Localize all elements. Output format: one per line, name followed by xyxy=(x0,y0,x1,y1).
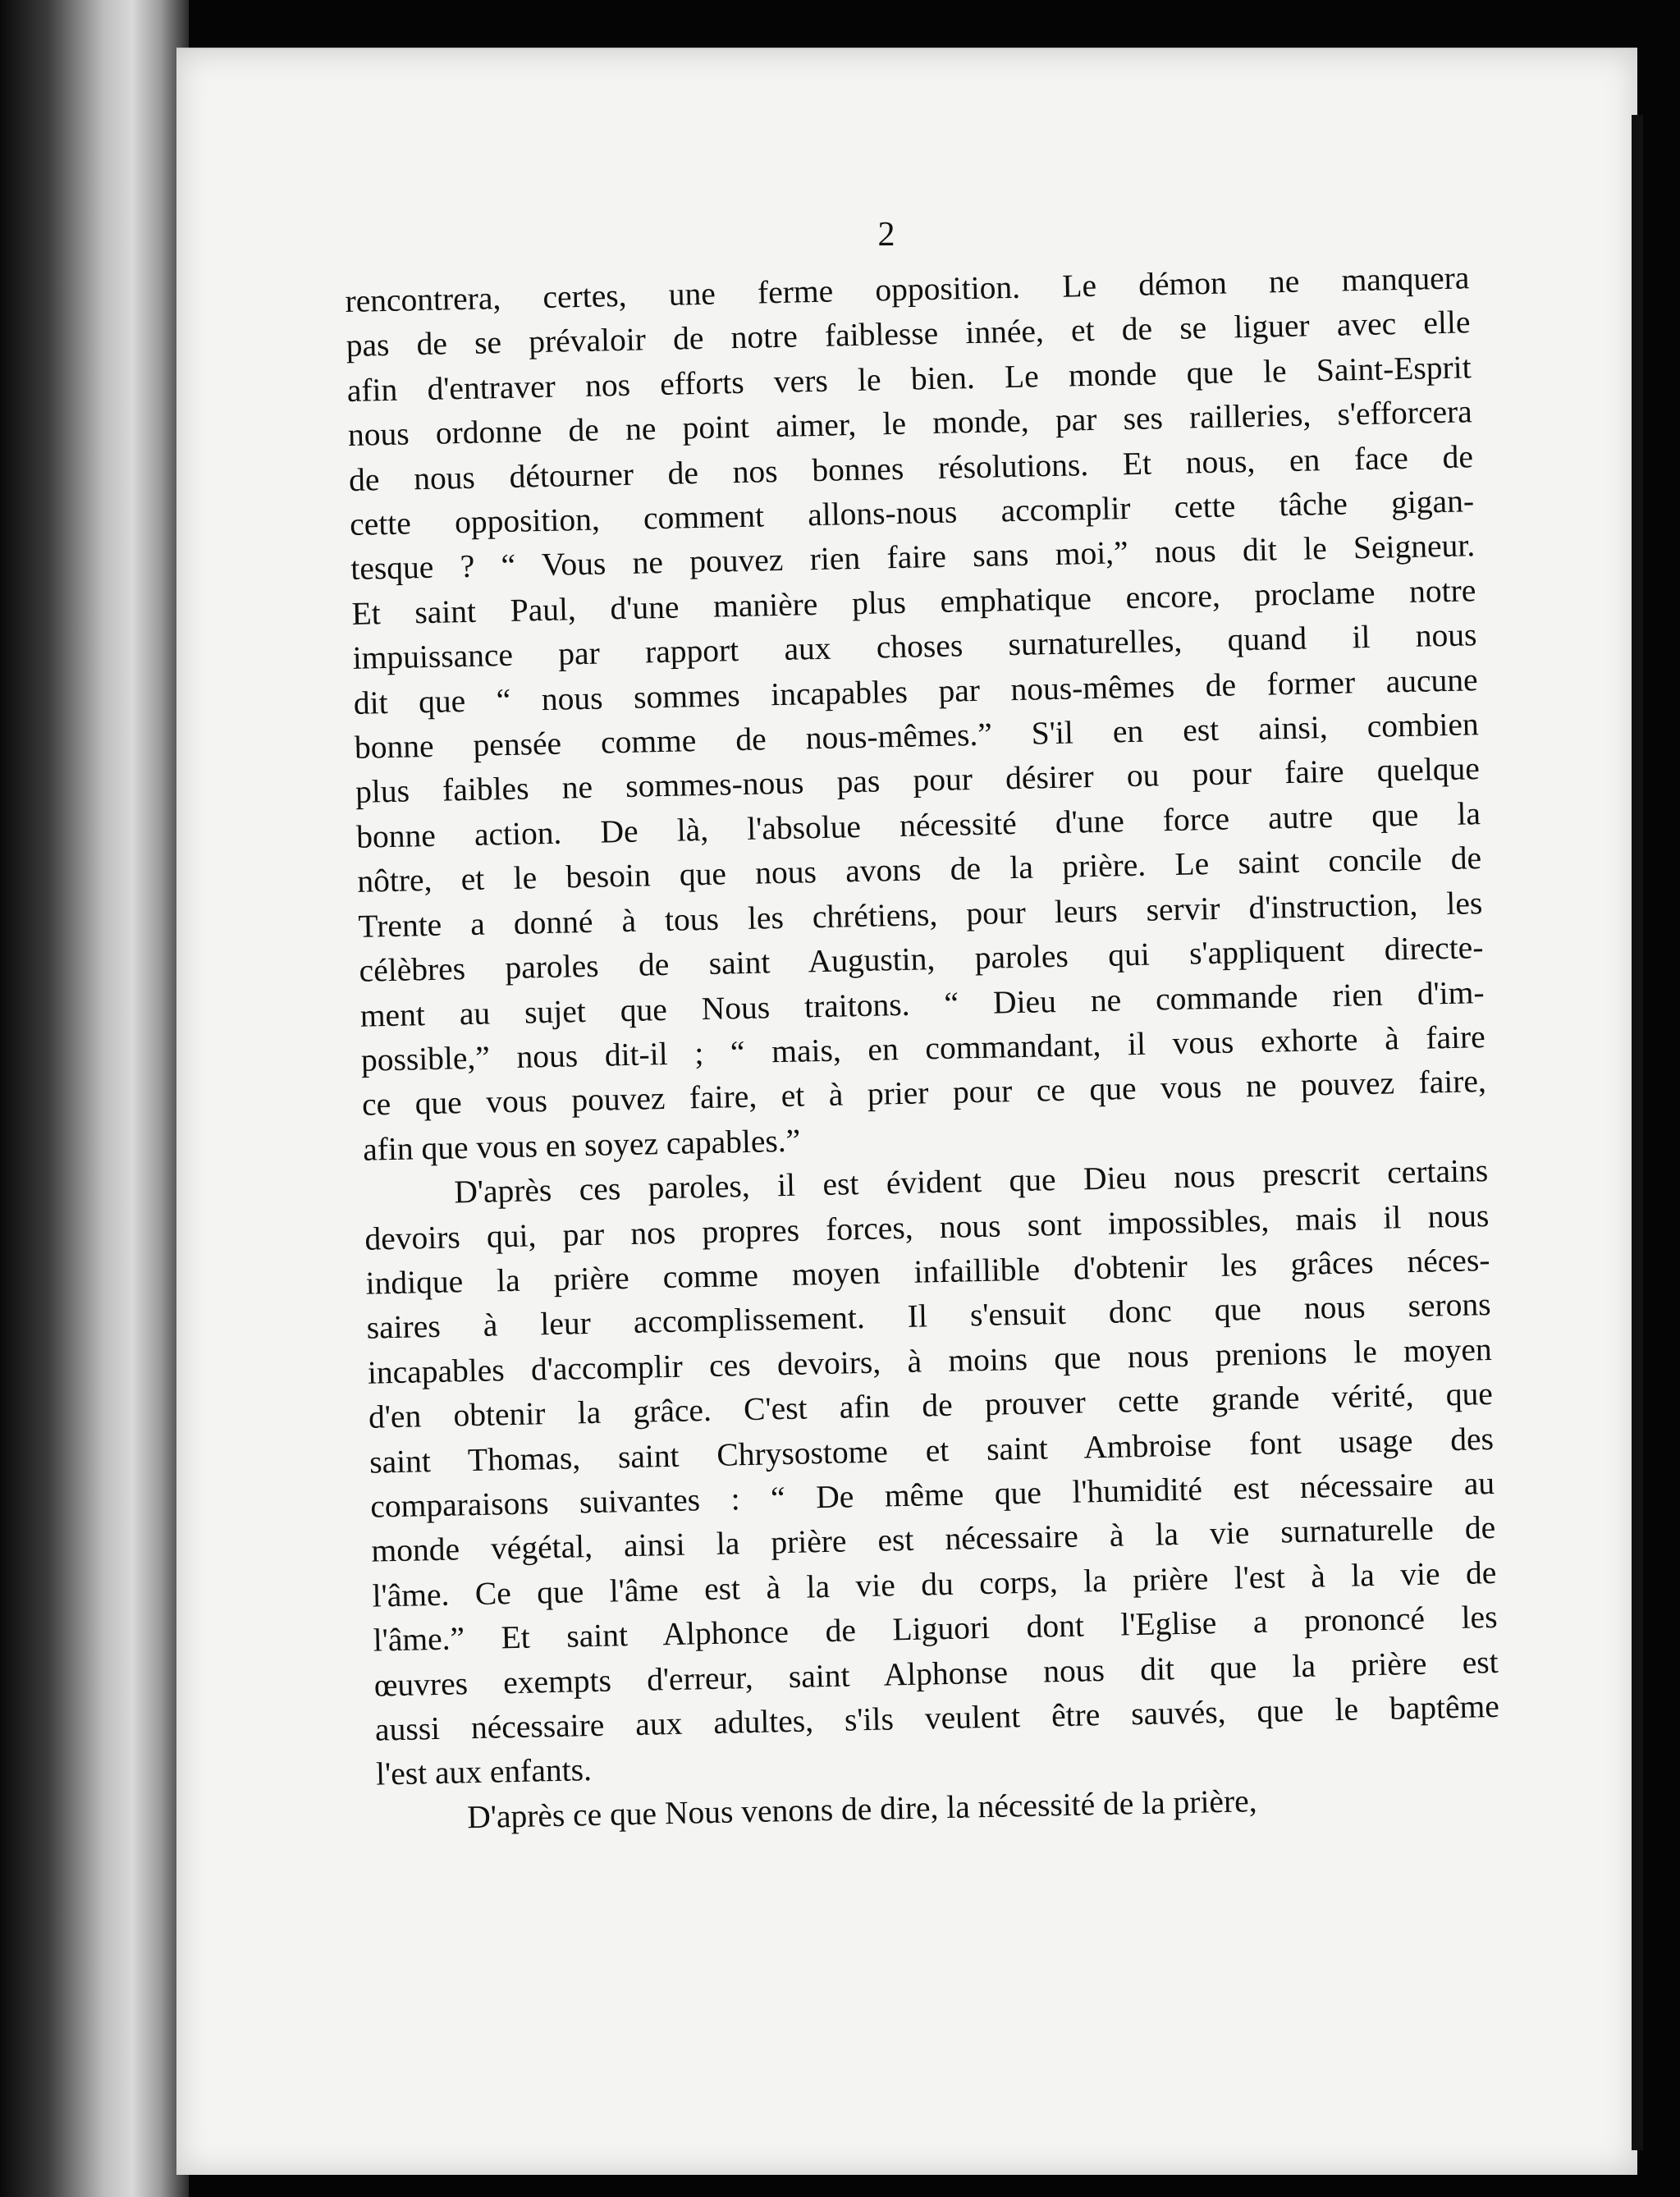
text-line: dit que “ nous sommes incapables par nous-mêmes de former aucune xyxy=(353,661,1478,721)
text-line: saires à leur accomplissement. Il s'ensuit donc que nous serons xyxy=(366,1286,1491,1347)
paragraph xyxy=(345,255,1487,1172)
text-line: d'en obtenir la grâce. C'est afin de prouver cette grande vérité, que xyxy=(368,1375,1494,1435)
text-line: l'est aux enfants. xyxy=(375,1751,593,1793)
text-line: bonne action. De là, l'absolue nécessité d'une force autre que la xyxy=(355,795,1481,855)
body-text xyxy=(345,255,1502,1841)
text-line: devoirs qui, par nos propres forces, nous sont impossibles, mais il nous xyxy=(364,1197,1490,1257)
page-right-border xyxy=(1632,115,1643,2150)
text-line: l'âme. Ce que l'âme est à la vie du corps, la prière l'est à la vie de xyxy=(372,1554,1497,1614)
text-line: aussi nécessaire aux adultes, s'ils veulent être sauvés, que le baptême xyxy=(374,1687,1500,1748)
text-line: l'âme.” Et saint Alphonce de Liguori dont l'Eglise a prononcé les xyxy=(373,1599,1498,1659)
text-line: comparaisons suivantes : “ De même que l'humidité est nécessaire au xyxy=(369,1464,1495,1525)
text-line: ce que vous pouvez faire, et à prier pour ce que vous ne pouvez faire, xyxy=(361,1063,1487,1124)
text-line: Trente a donné à tous les chrétiens, pour leurs servir d'instruction, les xyxy=(358,884,1483,945)
text-line: D'après ces paroles, il est évident que Dieu nous prescrit certains xyxy=(453,1152,1489,1211)
text-line: rencontrera, certes, une ferme opposition. Le démon ne manquera xyxy=(345,259,1470,319)
text-line: saint Thomas, saint Chrysostome et saint Ambroise font usage des xyxy=(369,1420,1495,1481)
text-line: cette opposition, comment allons-nous accomplir cette tâche gigan- xyxy=(349,483,1475,542)
text-line: incapables d'accomplir ces devoirs, à moins que nous prenions le moyen xyxy=(367,1330,1493,1391)
page-number: 2 xyxy=(877,216,895,254)
text-line: plus faibles ne sommes-nous pas pour désirer ou pour faire quelque xyxy=(355,750,1481,811)
text-line: de nous détourner de nos bonnes résolutions. Et nous, en face de xyxy=(348,437,1474,498)
text-line: tesque ? “ Vous ne pouvez rien faire sans moi,” nous dit le Seigneur. xyxy=(350,527,1476,588)
text-line: bonne pensée comme de nous-mêmes.” S'il en est ainsi, combien xyxy=(354,706,1480,766)
text-line: ment au sujet que Nous traitons. “ Dieu ne commande rien d'im- xyxy=(359,973,1485,1034)
text-line: possible,” nous dit-il ; “ mais, en commandant, il vous exhorte à faire xyxy=(360,1018,1486,1078)
text-line: célèbres paroles de saint Augustin, paroles qui s'appliquent directe- xyxy=(359,929,1484,989)
text-line: afin d'entraver nos efforts vers le bien. Le monde que le Saint-Esprit xyxy=(346,349,1472,409)
paragraph xyxy=(364,1148,1501,1797)
text-line: afin que vous en soyez capables.” xyxy=(362,1122,801,1168)
text-line: D'après ce que Nous venons de dire, la nécessité de la prière, xyxy=(466,1782,1257,1836)
text-line: nôtre, et le besoin que nous avons de la prière. Le saint concile de xyxy=(356,840,1482,900)
text-line: indique la prière comme moyen infaillible d'obtenir les grâces néces- xyxy=(365,1241,1490,1302)
book-binding-edge xyxy=(0,0,189,2197)
text-line: œuvres exempts d'erreur, saint Alphonse nous dit que la prière est xyxy=(373,1643,1499,1704)
text-line: impuissance par rapport aux choses surnaturelles, quand il nous xyxy=(352,616,1477,677)
text-line: nous ordonne de ne point aimer, le monde, par ses railleries, s'efforcera xyxy=(347,393,1473,454)
text-line: monde végétal, ainsi la prière est nécessaire à la vie surnaturelle de xyxy=(371,1509,1496,1570)
text-line: pas de se prévaloir de notre faiblesse innée, et de se liguer avec elle xyxy=(346,304,1471,364)
text-line: Et saint Paul, d'une manière plus emphatique encore, proclame notre xyxy=(351,572,1476,632)
